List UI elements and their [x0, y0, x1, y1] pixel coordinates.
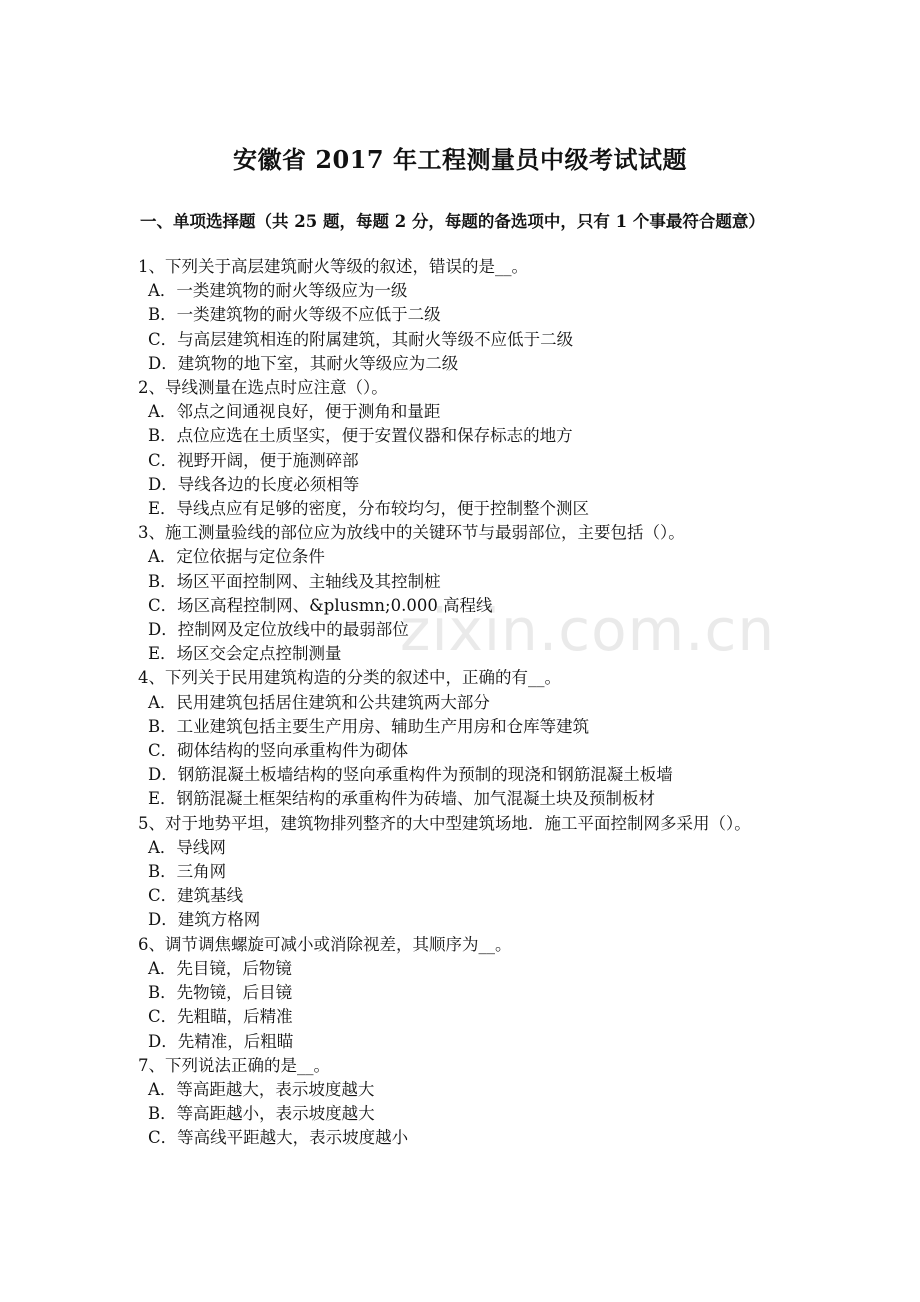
- question-text: 4、下列关于民用建筑构造的分类的叙述中，正确的有__。: [138, 668, 561, 688]
- option-a: A．等高距越大，表示坡度越大: [148, 1079, 375, 1099]
- option-c: C．砌体结构的竖向承重构件为砌体: [148, 741, 409, 761]
- question-block: [138, 812, 788, 933]
- option-e: E．钢筋混凝土框架结构的承重构件为砖墙、加气混凝土块及预制板材: [148, 789, 656, 809]
- option-b: B．等高距越小，表示坡度越大: [148, 1104, 375, 1124]
- question-block: [138, 933, 788, 1054]
- option-a: A．导线网: [148, 837, 226, 857]
- section-heading: 一、单项选择题（共 25 题，每题 2 分，每题的备选项中，只有 1 个事最符合题意）: [140, 212, 765, 231]
- option-c: C．视野开阔，便于施测碎部: [148, 450, 359, 470]
- option-b: B．场区平面控制网、主轴线及其控制桩: [148, 571, 441, 591]
- document-title: 安徽省 2017 年工程测量员中级考试试题: [232, 145, 687, 174]
- option-a: A．一类建筑物的耐火等级应为一级: [148, 281, 408, 301]
- question-text: 7、下列说法正确的是__。: [138, 1055, 330, 1075]
- option-d: D．钢筋混凝土板墙结构的竖向承重构件为预制的现浇和钢筋混凝土板墙: [148, 765, 673, 785]
- question-text: 3、施工测量验线的部位应为放线中的关键环节与最弱部位，主要包括（）。: [138, 523, 685, 543]
- option-d: D．控制网及定位放线中的最弱部位: [148, 620, 409, 640]
- option-c: C．场区高程控制网、&plusmn;0.000 高程线: [148, 595, 493, 615]
- watermark: zixin.com.cn: [400, 596, 776, 664]
- option-b: B．工业建筑包括主要生产用房、辅助生产用房和仓库等建筑: [148, 716, 590, 736]
- option-c: C．建筑基线: [148, 886, 244, 906]
- question-text: 2、导线测量在选点时应注意（）。: [138, 378, 388, 398]
- question-block: [138, 376, 788, 521]
- question-block: [138, 1054, 788, 1151]
- option-b: B．点位应选在土质坚实，便于安置仪器和保存标志的地方: [148, 426, 573, 446]
- option-d: D．导线各边的长度必须相等: [148, 474, 360, 494]
- option-a: A．先目镜，后物镜: [148, 958, 292, 978]
- question-text: 1、下列关于高层建筑耐火等级的叙述，错误的是__。: [138, 257, 528, 276]
- question-block: [138, 666, 788, 811]
- option-c: C．先粗瞄，后精准: [148, 1007, 293, 1027]
- option-a: A．邻点之间通视良好，便于测角和量距: [148, 402, 441, 422]
- option-b: B．三角网: [148, 862, 227, 882]
- option-e: E．导线点应有足够的密度，分布较均匀，便于控制整个测区: [148, 499, 590, 519]
- option-d: D．建筑方格网: [148, 910, 261, 930]
- option-a: A．民用建筑包括居住建筑和公共建筑两大部分: [148, 692, 490, 712]
- question-block: [138, 521, 788, 666]
- option-c: C．与高层建筑相连的附属建筑，其耐火等级不应低于二级: [148, 329, 574, 349]
- option-b: B．一类建筑物的耐火等级不应低于二级: [148, 305, 441, 325]
- option-b: B．先物镜，后目镜: [148, 983, 293, 1003]
- question-block: [138, 255, 788, 376]
- question-list: [138, 255, 788, 1151]
- question-text: 5、对于地势平坦，建筑物排列整齐的大中型建筑场地．施工平面控制网多采用（）。: [138, 813, 751, 833]
- option-a: A．定位依据与定位条件: [148, 547, 325, 567]
- option-c: C．等高线平距越大，表示坡度越小: [148, 1128, 409, 1148]
- option-d: D．先精准，后粗瞄: [148, 1031, 294, 1051]
- option-d: D．建筑物的地下室，其耐火等级应为二级: [148, 353, 459, 373]
- question-text: 6、调节调焦螺旋可减小或消除视差，其顺序为__。: [138, 934, 512, 954]
- option-e: E．场区交会定点控制测量: [148, 644, 342, 664]
